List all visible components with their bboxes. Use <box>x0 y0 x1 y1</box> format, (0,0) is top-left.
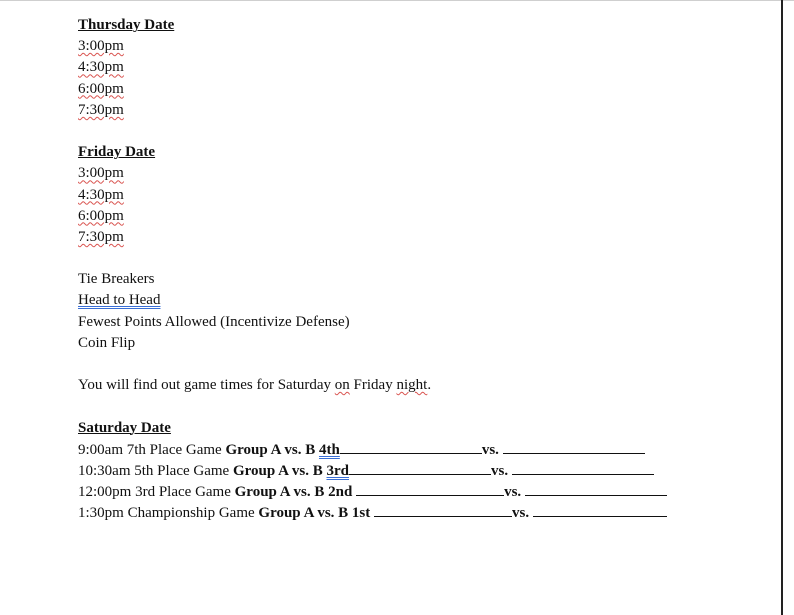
friday-heading-text: Friday Date <box>78 144 156 161</box>
team-blank[interactable] <box>503 439 645 454</box>
team-blank[interactable] <box>512 460 654 475</box>
team-blank[interactable] <box>533 502 667 517</box>
thursday-heading <box>78 15 768 36</box>
friday-time: 7:30pm <box>78 228 124 245</box>
thursday-time: 7:30pm <box>78 101 124 118</box>
team-blank[interactable] <box>349 460 491 475</box>
thursday-time: 6:00pm <box>78 80 124 97</box>
thursday-time: 4:30pm <box>78 59 124 76</box>
saturday-times-note: You will find out game times for Saturday on Friday night. <box>78 377 432 394</box>
tie-breakers-title: Tie Breakers <box>78 271 155 288</box>
team-blank[interactable] <box>340 439 482 454</box>
tie-breaker-item: Head to Head <box>78 292 161 309</box>
thursday-heading-text: Thursday Date <box>78 17 175 33</box>
saturday-game-row: 1:30pm Championship Game Group A vs. B 1st vs. <box>78 502 768 523</box>
team-blank[interactable] <box>374 502 512 517</box>
saturday-heading <box>78 418 768 439</box>
tie-breaker-item: Fewest Points Allowed (Incentivize Defense) <box>78 313 350 330</box>
page-top-border <box>0 0 794 1</box>
thursday-time: 3:00pm <box>78 38 124 55</box>
team-blank[interactable] <box>525 481 667 496</box>
friday-heading <box>78 142 768 163</box>
document-body <box>78 15 768 524</box>
friday-time: 6:00pm <box>78 207 124 224</box>
saturday-heading-text: Saturday Date <box>78 419 171 436</box>
saturday-game-row: 12:00pm 3rd Place Game Group A vs. B 2nd vs. <box>78 481 768 502</box>
page-right-edge <box>781 0 783 615</box>
team-blank[interactable] <box>356 481 504 496</box>
saturday-game-row: 9:00am 7th Place Game Group A vs. B 4th vs. <box>78 439 768 460</box>
friday-time: 4:30pm <box>78 186 124 203</box>
tie-breaker-item: Coin Flip <box>78 334 136 351</box>
friday-time: 3:00pm <box>78 165 124 182</box>
saturday-game-row: 10:30am 5th Place Game Group A vs. B 3rd vs. <box>78 460 768 481</box>
